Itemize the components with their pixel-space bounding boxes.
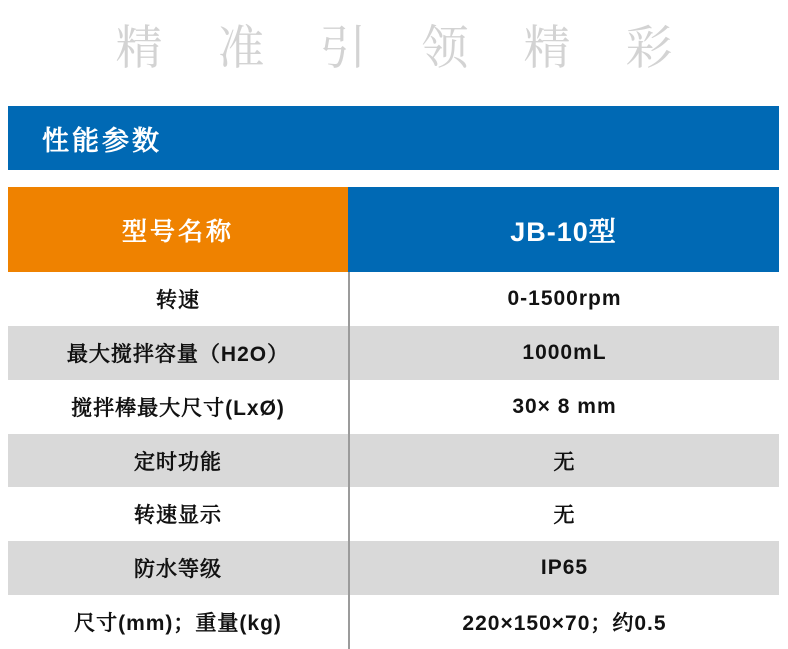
row-value: 220×150×70；约0.5 (348, 595, 779, 649)
watermark-text: 精准引领精彩 (115, 21, 728, 74)
table-row (8, 380, 779, 434)
table-row (8, 487, 779, 541)
row-value: 无 (348, 434, 779, 488)
row-value: 1000mL (348, 326, 779, 380)
row-value: 0-1500rpm (348, 272, 779, 326)
row-value: IP65 (348, 541, 779, 595)
table-row (8, 595, 779, 649)
row-label: 最大搅拌容量（H2O） (66, 342, 290, 366)
table-row (8, 541, 779, 595)
table-row (8, 434, 779, 488)
table-row (8, 326, 779, 380)
row-label: 搅拌棒最大尺寸(LxØ) (71, 396, 285, 420)
row-label: 尺寸(mm)；重量(kg) (74, 612, 282, 636)
table-row (8, 272, 779, 326)
row-label: 转速 (156, 288, 200, 312)
row-label: 转速显示 (134, 504, 222, 528)
row-label: 防水等级 (134, 558, 222, 582)
header-cell-model-name: JB-10型 (348, 187, 779, 272)
row-value: 无 (348, 487, 779, 541)
header-cell-param-name: 型号名称 (8, 187, 348, 272)
spec-table (8, 187, 779, 649)
section-header-bar (8, 106, 779, 170)
table-body (8, 272, 779, 649)
section-title: 性能参数 (42, 125, 162, 156)
table-header-row (8, 187, 779, 272)
row-value: 30× 8 mm (348, 380, 779, 434)
row-label: 定时功能 (134, 450, 222, 474)
